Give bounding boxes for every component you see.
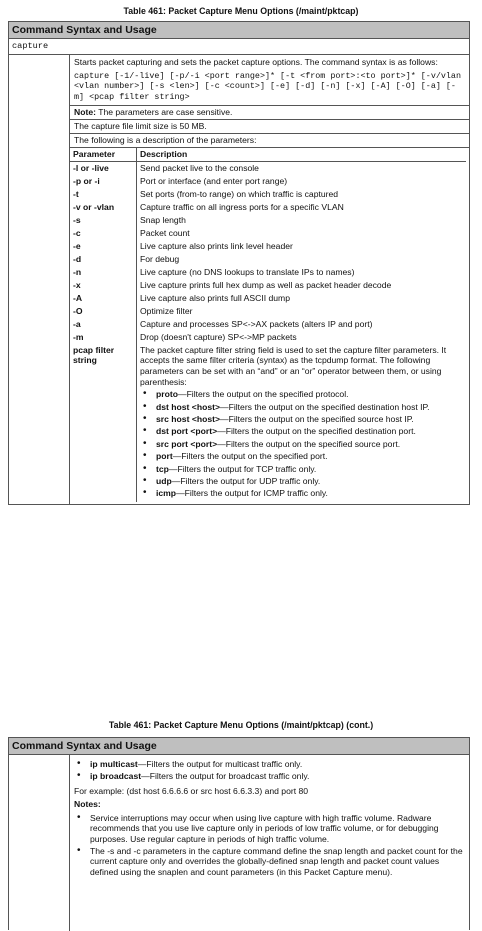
parameter-name: -t [70,188,137,201]
filter-item [140,439,463,449]
parameters-header-row [70,148,466,161]
notes-list [74,813,465,877]
filter-keyword: dst port <port> [156,426,218,437]
filter-text: —Filters the output for broadcast traffic only. [141,771,310,782]
filter-list [140,389,463,499]
filter-keyword: proto [156,389,178,400]
filter-keyword: dst host <host> [156,401,220,412]
filter-text: —Filters the output on the specified source port. [217,438,401,449]
filter-item [74,759,465,769]
left-column [9,755,70,931]
filter-text: —Filters the output on the specified protocol. [177,389,349,400]
parameter-name: -m [70,331,137,344]
parameter-row [70,161,466,174]
note-text: The parameters are case sensitive. [95,107,233,118]
note-line [70,106,469,119]
parameter-row [70,214,466,227]
note-label: Note: [74,107,96,118]
parameter-description: Live capture also prints full ASCII dump [140,292,290,303]
following-text: The following is a description of the parameters: [74,135,257,146]
parameter-name: -O [70,305,137,318]
note-item: • The -s and -c parameters in the capture command define the snap length and packet count for the current capture only and overrides the globally-defined snap length and packet count values defined using the snaplen and count parameters (in this Packet Capture menu). [74,846,465,877]
filter-item [74,771,465,781]
example-text: For example: (dst host 6.6.6.6 or src host 6.6.3.3) and port 80 [74,785,309,796]
parameter-row [70,240,466,253]
filter-text: —Filters the output for TCP traffic only. [168,463,317,474]
filter-text: —Filters the output on the specified port. [172,451,328,462]
parameter-row [70,188,466,201]
syntax-text: capture [-1/-live] [-p/-i <port range>]* [-t <from port>:<to port>]* [-v/vlan <vlan number>] [-s <len>] [-c <count>] [-e] [-d] [-n] [-x] [-A] [-O] [-a] [-m] <pcap filter string> [74,70,461,102]
filter-item [140,426,463,436]
note-item: • Service interruptions may occur when using live capture with high traffic volume. Radware recommends that you use live capture only in periods of low traffic volume, or for debugging purposes. Use regular capture in periods of high traffic volume. [74,813,465,844]
filter-keyword: src host <host> [156,413,220,424]
parameter-name: -l or -live [70,161,137,174]
parameter-name: -p or -i [70,175,137,188]
pcap-description: The packet capture filter string field is used to set the capture filter parameters. It accepts the same filter criteria (syntax) as the tcpdump format. The following parameters can be set with an “and” or an “or” operator between them, or using parenthesis: [140,344,447,387]
filter-keyword: src port <port> [156,438,218,449]
parameter-name: -a [70,318,137,331]
parameter-row [70,344,466,502]
filter-text: —Filters the output on the specified destination host IP. [219,401,430,412]
parameter-row [70,201,466,214]
filter-item [140,389,463,399]
parameter-name: -s [70,214,137,227]
parameter-description: Drop (doesn't capture) SP<->MP packets [140,331,297,342]
filter-text: —Filters the output on the specified source host IP. [220,413,414,424]
parameters-table [70,148,466,502]
filter-text: —Filters the output for multicast traffic only. [137,759,303,769]
parameter-row [70,318,466,331]
usage-content [70,755,469,881]
parameter-description: Live capture also prints link level header [140,240,293,251]
parameter-description: Live capture (no DNS lookups to translate IPs to names) [140,266,355,277]
parameter-name: -x [70,279,137,292]
left-column [9,55,70,504]
description-column-header: Description [137,148,467,161]
filter-item [140,451,463,461]
parameter-row [70,279,466,292]
parameter-row [70,253,466,266]
parameter-row [70,305,466,318]
table-caption: Table 461: Packet Capture Menu Options (/maint/pktcap) [123,6,359,16]
parameter-name: -e [70,240,137,253]
parameter-row [70,266,466,279]
parameter-column-header: Parameter [70,148,137,161]
parameter-row [70,331,466,344]
parameter-description: Optimize filter [140,305,193,316]
filter-item [140,476,463,486]
parameter-name: pcap filter string [70,344,137,502]
parameter-description [137,344,467,502]
parameter-name: -A [70,292,137,305]
parameter-description: Snap length [140,215,186,226]
filter-keyword: port [156,451,173,462]
intro-text: Starts packet capturing and sets the packet capture options. The command syntax is as follows: [74,57,438,67]
parameter-row [70,227,466,240]
filter-list-cont [74,759,465,782]
parameter-description: Capture and processes SP<->AX packets (alters IP and port) [140,318,373,329]
filter-text: —Filters the output for ICMP traffic only. [176,488,328,499]
parameter-name: -c [70,227,137,240]
parameter-description: Set ports (from-to range) on which traffic is captured [140,189,339,200]
parameter-row [70,292,466,305]
notes-label: Notes: [74,798,101,809]
filter-keyword: ip broadcast [90,771,142,782]
parameter-description: Send packet live to the console [140,163,259,174]
filter-keyword: ip multicast [90,759,138,769]
parameter-description: Packet count [140,228,190,238]
filter-item [140,464,463,474]
table-header: Command Syntax and Usage [9,738,469,755]
filter-item [140,488,463,498]
usage-content [70,55,469,504]
parameter-description: Live capture prints full hex dump as well as packet header decode [140,279,392,290]
parameter-description: For debug [140,253,180,264]
filter-keyword: tcp [156,463,169,474]
filter-text: —Filters the output on the specified destination port. [217,426,416,437]
parameter-name: -v or -vlan [70,201,137,214]
table-body [9,755,469,931]
filter-text: —Filters the output for UDP traffic only. [171,475,321,486]
parameter-description: Port or interface (and enter port range) [140,176,288,187]
parameter-row [70,175,466,188]
limit-text: The capture file limit size is 50 MB. [74,121,207,132]
filter-keyword: udp [156,475,172,486]
table-header: Command Syntax and Usage [9,22,469,39]
parameter-name: -n [70,266,137,279]
command-table [8,21,470,505]
filter-item [140,402,463,412]
filter-keyword: icmp [156,488,177,499]
command-name: capture [9,39,469,55]
filter-item [140,414,463,424]
parameter-description: Capture traffic on all ingress ports for a specific VLAN [140,202,344,213]
parameter-name: -d [70,253,137,266]
table-body [9,55,469,504]
command-table-cont [8,737,470,930]
table-caption-cont: Table 461: Packet Capture Menu Options (/maint/pktcap) (cont.) [108,720,374,730]
